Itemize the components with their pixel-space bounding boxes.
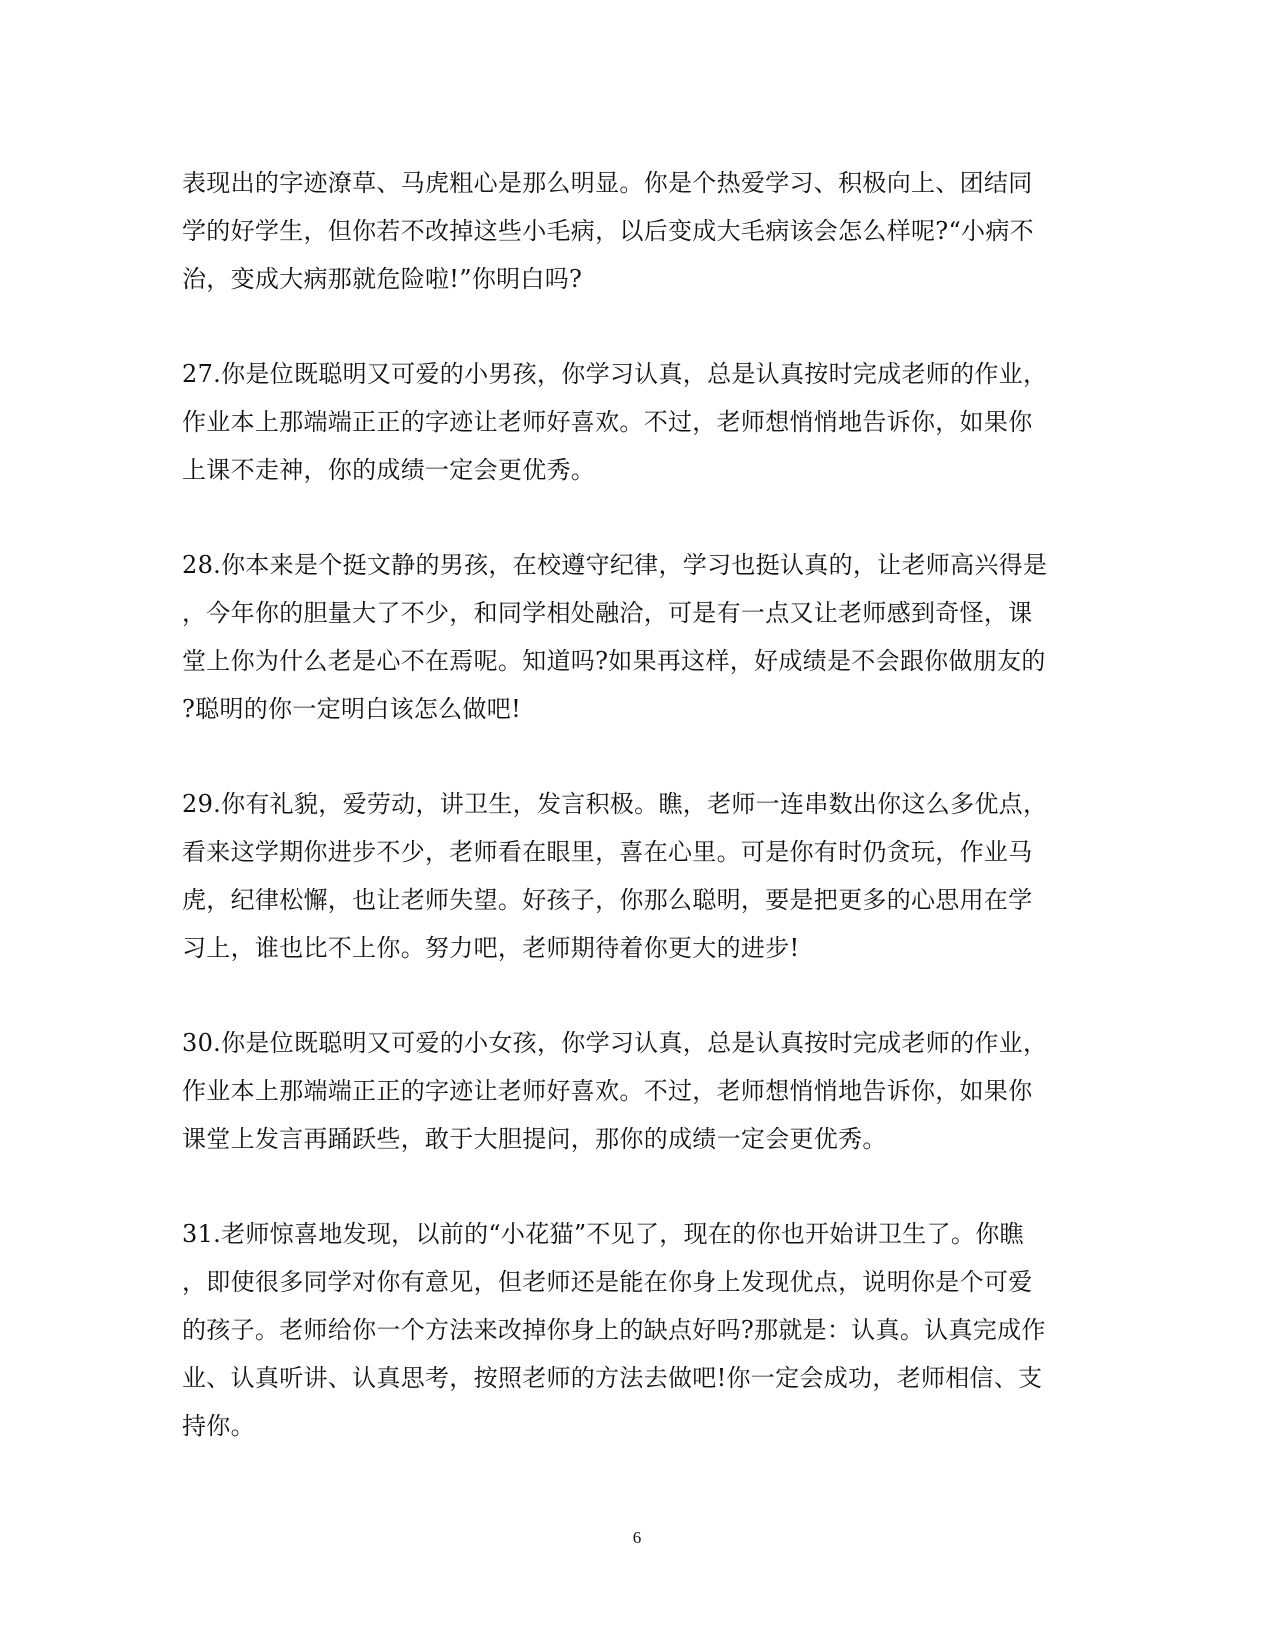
text-line: 上课不走神，你的成绩一定会更优秀。 bbox=[182, 456, 596, 484]
page-body bbox=[182, 159, 1082, 1497]
text-line: 作业本上那端端正正的字迹让老师好喜欢。不过，老师想悄悄地告诉你，如果你 bbox=[182, 408, 1033, 436]
text-line: 27.你是位既聪明又可爱的小男孩，你学习认真，总是认真按时完成老师的作业， bbox=[182, 360, 1048, 388]
text-line: ?聪明的你一定明白该怎么做吧! bbox=[182, 695, 522, 723]
text-line: ，今年你的胆量大了不少，和同学相处融洽，可是有一点又让老师感到奇怪，课 bbox=[182, 599, 1033, 627]
text-line: 29.你有礼貌，爱劳动，讲卫生，发言积极。瞧，老师一连串数出你这么多优点， bbox=[182, 790, 1048, 818]
text-line: 业、认真听讲、认真思考，按照老师的方法去做吧!你一定会成功，老师相信、支 bbox=[182, 1364, 1043, 1392]
paragraph-30 bbox=[182, 1019, 1082, 1163]
text-line: 的孩子。老师给你一个方法来改掉你身上的缺点好吗?那就是：认真。认真完成作 bbox=[182, 1316, 1046, 1344]
text-line: 看来这学期你进步不少，老师看在眼里，喜在心里。可是你有时仍贪玩，作业马 bbox=[182, 838, 1033, 866]
text-line: 表现出的字迹潦草、马虎粗心是那么明显。你是个热爱学习、积极向上、团结同 bbox=[182, 169, 1033, 197]
text-line: 30.你是位既聪明又可爱的小女孩，你学习认真，总是认真按时完成老师的作业， bbox=[182, 1029, 1048, 1057]
page-number: 6 bbox=[632, 1528, 642, 1547]
text-line: 习上，谁也比不上你。努力吧，老师期待着你更大的进步! bbox=[182, 934, 800, 962]
text-line: ，即使很多同学对你有意见，但老师还是能在你身上发现优点，说明你是个可爱 bbox=[182, 1268, 1033, 1296]
text-line: 虎，纪律松懈，也让老师失望。好孩子，你那么聪明，要是把更多的心思用在学 bbox=[182, 886, 1033, 914]
paragraph-29 bbox=[182, 780, 1082, 972]
text-line: 堂上你为什么老是心不在焉呢。知道吗?如果再这样，好成绩是不会跟你做朋友的 bbox=[182, 647, 1046, 675]
text-line: 持你。 bbox=[182, 1412, 255, 1440]
paragraph-31 bbox=[182, 1210, 1082, 1450]
paragraph-continuation bbox=[182, 159, 1082, 303]
text-line: 28.你本来是个挺文静的男孩，在校遵守纪律，学习也挺认真的，让老师高兴得是 bbox=[182, 551, 1048, 579]
paragraph-27 bbox=[182, 350, 1082, 494]
text-line: 作业本上那端端正正的字迹让老师好喜欢。不过，老师想悄悄地告诉你，如果你 bbox=[182, 1077, 1033, 1105]
text-line: 课堂上发言再踊跃些，敢于大胆提问，那你的成绩一定会更优秀。 bbox=[182, 1125, 887, 1153]
text-line: 31.老师惊喜地发现，以前的“小花猫”不见了，现在的你也开始讲卫生了。你瞧 bbox=[182, 1220, 1024, 1248]
text-line: 学的好学生，但你若不改掉这些小毛病，以后变成大毛病该会怎么样呢?“小病不 bbox=[182, 217, 1034, 245]
paragraph-28 bbox=[182, 541, 1082, 733]
text-line: 治，变成大病那就危险啦!”你明白吗? bbox=[182, 265, 583, 293]
